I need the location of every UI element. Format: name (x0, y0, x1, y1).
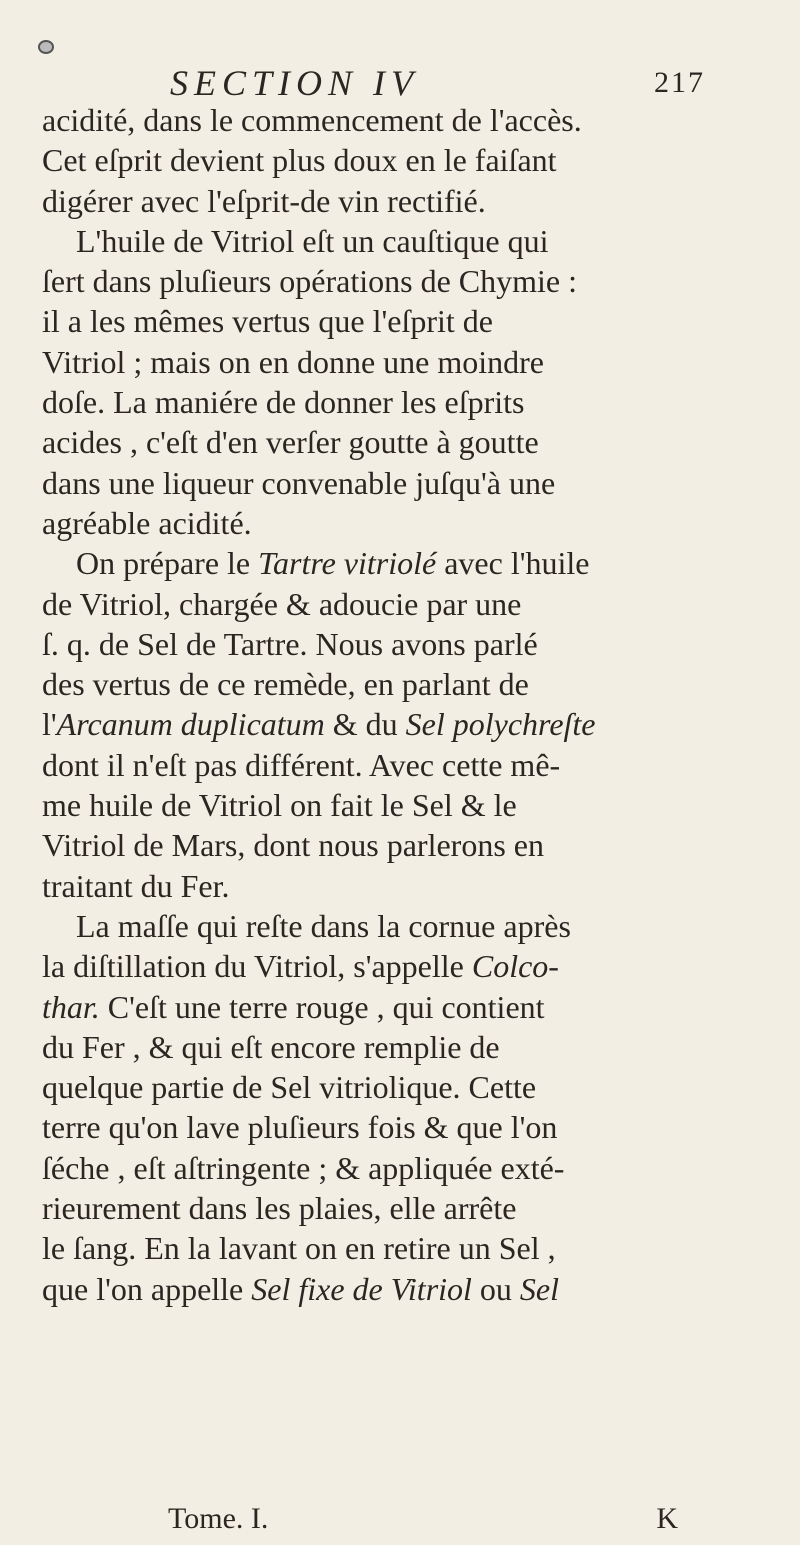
ink-spot-mark (38, 40, 54, 54)
text-line: ſert dans pluſieurs opérations de Chymie : (42, 263, 577, 300)
text-line: Vitriol ; mais on en donne une moindre (42, 343, 544, 380)
text-line: que l'on appelle Sel fixe de Vitriol ou Sel (42, 1270, 560, 1307)
paragraph (42, 221, 772, 543)
text-line: acides , c'eſt d'en verſer goutte à goutte (42, 424, 539, 461)
volume-label: Tome. I. (168, 1502, 269, 1535)
text-line: ſéche , eſt aſtringente ; & appliquée exté- (42, 1149, 565, 1186)
text-line: L'huile de Vitriol eſt un cauſtique qui (76, 222, 549, 259)
text-line: rieurement dans les plaies, elle arrête (42, 1190, 517, 1227)
text-line: me huile de Vitriol on fait le Sel & le (42, 787, 517, 824)
text-line: thar. C'eſt une terre rouge , qui contient (42, 988, 545, 1025)
text-line: la diſtillation du Vitriol, s'appelle Colco- (42, 948, 559, 985)
signature-mark: K (656, 1502, 678, 1535)
text-line: digérer avec l'eſprit-de vin rectifié. (42, 182, 486, 219)
text-line: terre qu'on lave pluſieurs fois & que l'on (42, 1109, 558, 1146)
text-line: le ſang. En la lavant on en retire un Sel , (42, 1230, 556, 1267)
text-line: ſ. q. de Sel de Tartre. Nous avons parlé (42, 625, 538, 662)
running-head: SECTION IV (170, 63, 419, 103)
text-line: agréable acidité. (42, 504, 252, 541)
text-line: de Vitriol, chargée & adoucie par une (42, 585, 522, 622)
text-line: Cet eſprit devient plus doux en le faiſant (42, 142, 557, 179)
text-line: traitant du Fer. (42, 867, 230, 904)
text-line: On prépare le Tartre vitriolé avec l'huile (76, 545, 590, 582)
paragraph (42, 906, 772, 1309)
text-line: dont il n'eſt pas différent. Avec cette mê- (42, 746, 561, 783)
text-line: doſe. La maniére de donner les eſprits (42, 384, 525, 421)
page-footer (168, 1502, 678, 1540)
text-line: des vertus de ce remède, en parlant de (42, 666, 529, 703)
text-line: du Fer , & qui eſt encore remplie de (42, 1028, 500, 1065)
text-line: La maſſe qui reſte dans la cornue après (76, 907, 571, 944)
page-number: 217 (654, 66, 705, 99)
body-text (42, 100, 772, 1309)
paragraph (42, 543, 772, 906)
text-line: il a les mêmes vertus que l'eſprit de (42, 303, 493, 340)
text-line: l'Arcanum duplicatum & du Sel polychreſte (42, 706, 596, 743)
text-line: quelque partie de Sel vitriolique. Cette (42, 1069, 537, 1106)
text-line: acidité, dans le commencement de l'accès. (42, 102, 582, 138)
text-line: Vitriol de Mars, dont nous parlerons en (42, 827, 544, 864)
paragraph (42, 100, 772, 221)
text-line: dans une liqueur convenable juſqu'à une (42, 464, 556, 501)
